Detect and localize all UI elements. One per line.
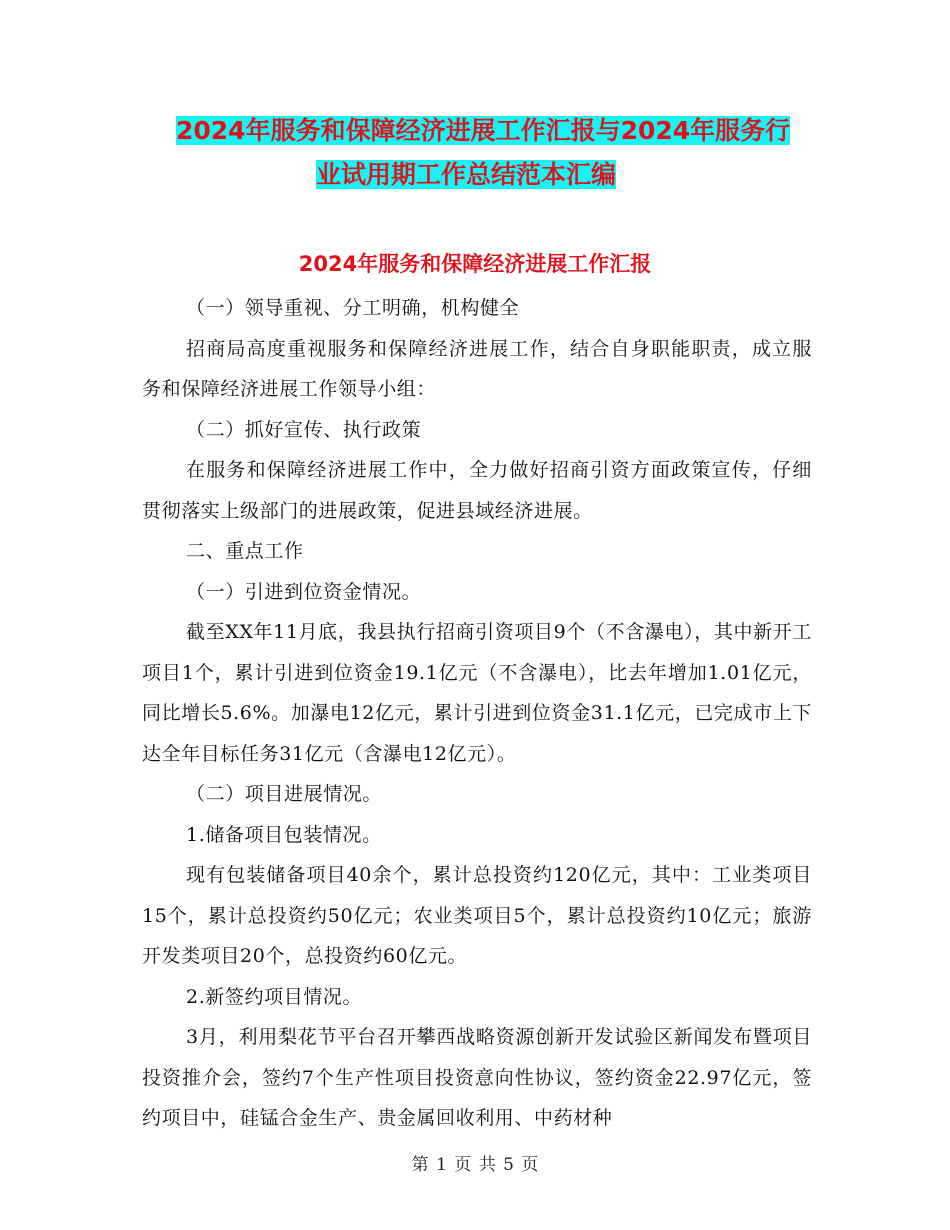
paragraph: 2.新签约项目情况。 [186, 985, 363, 1008]
paragraph: 1.储备项目包装情况。 [186, 823, 382, 846]
paragraph: 招商局高度重视服务和保障经济进展工作，结合自身职能职责，成立服务和保障经济进展工作领导小组： [142, 337, 812, 400]
document-title-line-2: 业试用期工作总结范本汇编 [316, 160, 617, 189]
paragraph: 3月，利用梨花节平台召开攀西战略资源创新开发试验区新闻发布暨项目投资推介会，签约7个生产性项目投资意向性协议，签约资金22.97亿元，签约项目中，硅锰合金生产、贵金属回收利用、中药材种 [142, 1026, 812, 1129]
paragraph: 二、重点工作 [186, 540, 304, 562]
page-footer: 第 1 页 共 5 页 [411, 1155, 539, 1175]
paragraph: （一）引进到位资金情况。 [186, 580, 422, 603]
paragraph: （一）领导重视、分工明确，机构健全 [186, 297, 520, 319]
paragraph: 现有包装储备项目40余个，累计总投资约120亿元，其中：工业类项目15个，累计总投资约50亿元；农业类项目5个，累计总投资约10亿元；旅游开发类项目20个，总投资约60亿元。 [142, 864, 812, 967]
paragraph: 截至XX年11月底，我县执行招商引资项目9个（不含瀑电），其中新开工项目1个，累计引进到位资金19.1亿元（不含瀑电），比去年增加1.01亿元，同比增长5.6%。加瀑电12亿元，累计引进到位资金31.1亿元，已完成市上下达全年目标任务31亿元（含瀑电12亿元）。 [142, 621, 812, 765]
paragraph: 在服务和保障经济进展工作中，全力做好招商引资方面政策宣传，仔细贯彻落实上级部门的进展政策，促进县域经济进展。 [142, 459, 812, 522]
section-title: 2024年服务和保障经济进展工作汇报 [298, 252, 652, 276]
paragraph: （二）抓好宣传、执行政策 [186, 418, 422, 441]
document-body [142, 288, 812, 1139]
document-title-line-1: 2024年服务和保障经济进展工作汇报与2024年服务行 [176, 116, 791, 145]
paragraph: （二）项目进展情况。 [186, 783, 383, 805]
